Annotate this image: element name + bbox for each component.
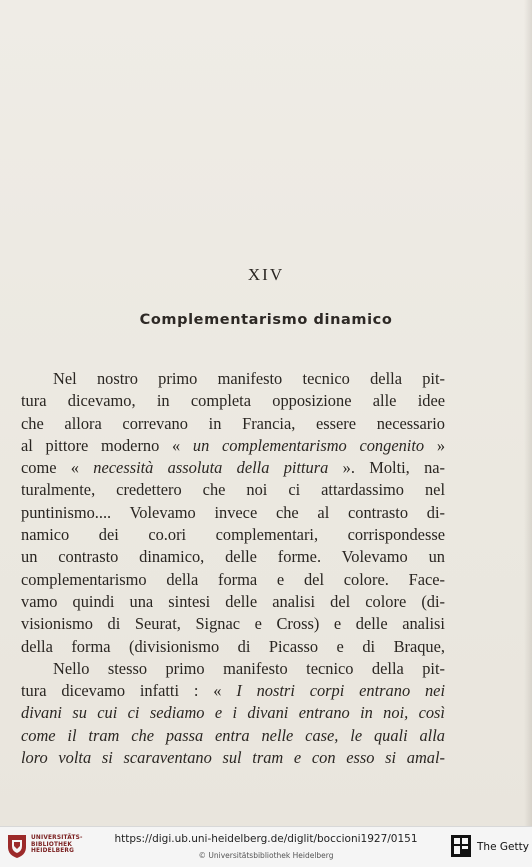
text-segment: tura dicevamo infatti : «: [21, 681, 237, 701]
text-line: [21, 591, 445, 613]
italic-quote-segment: come il tram che passa entra nelle case, le quali alla: [21, 725, 445, 745]
text-segment: vamo quindi una sintesi delle analisi del colore (di-: [21, 591, 445, 611]
text-segment: ». Molti, na-: [328, 458, 446, 478]
text-segment: che allora correvano in Francia, essere necessario: [21, 413, 445, 433]
text-line: [21, 747, 445, 769]
body-text: [21, 368, 445, 769]
text-line: [21, 390, 445, 412]
text-segment: »: [424, 435, 446, 455]
italic-quote-segment: divani su cui ci sediamo e i divani entrano in noi, così: [21, 703, 445, 723]
text-line: [21, 702, 445, 724]
text-line: [21, 524, 445, 546]
text-line: [21, 546, 445, 568]
text-segment: visionismo di Seurat, Signac e Cross) e delle analisi: [21, 614, 445, 634]
heidelberg-library-name[interactable]: UNIVERSITÄTS- BIBLIOTHEK HEIDELBERG: [31, 835, 83, 855]
digital-object-url[interactable]: https://digi.ub.uni-heidelberg.de/diglit/boccioni1927/0151: [114, 833, 418, 845]
chapter-number: XIV: [247, 265, 285, 284]
italic-quote-segment: necessità assoluta della pittura: [93, 458, 329, 478]
text-segment: al pittore moderno «: [21, 435, 193, 455]
text-segment: Nello stesso primo manifesto tecnico della pit-: [53, 658, 445, 678]
text-line: [21, 502, 445, 524]
text-line: [21, 457, 445, 479]
text-segment: un contrasto dinamico, delle forme. Volevamo un: [21, 547, 445, 567]
page-edge-shadow: [524, 0, 532, 826]
text-segment: turalmente, credettero che noi ci attardassimo nel: [21, 480, 445, 500]
text-line: [21, 680, 445, 702]
viewer-footer: [0, 826, 532, 867]
copyright-notice: © Universitätsbibliothek Heidelberg: [198, 851, 334, 860]
text-segment: Nel nostro primo manifesto tecnico della pit-: [53, 369, 445, 388]
text-segment: puntinismo.... Volevamo invece che al contrasto di-: [21, 502, 445, 522]
text-line: [21, 569, 445, 591]
text-line: [21, 413, 445, 435]
italic-quote-segment: loro volta si scaraventano sul tram e con esso si amal-: [21, 748, 445, 768]
text-line: [21, 636, 445, 658]
text-line: [21, 613, 445, 635]
text-segment: namico dei co.ori complementari, corrispondesse: [21, 525, 445, 545]
getty-name[interactable]: The Getty: [477, 841, 529, 853]
text-segment: complementarismo della forma e del colore. Face-: [21, 569, 445, 589]
text-line: [21, 435, 445, 457]
text-line: [21, 368, 445, 390]
italic-quote-segment: I nostri corpi entrano nei: [236, 681, 446, 701]
text-segment: della forma (divisionismo di Picasso e di Braque,: [21, 636, 445, 656]
text-line: [21, 658, 445, 680]
chapter-title: Complementarismo dinamico: [139, 312, 393, 328]
text-line: [21, 725, 445, 747]
text-line: [21, 479, 445, 501]
italic-quote-segment: un complementarismo congenito: [192, 435, 425, 455]
text-segment: come «: [21, 458, 94, 478]
text-segment: tura dicevamo, in completa opposizione alle idee: [21, 391, 445, 411]
getty-logo-icon[interactable]: [451, 835, 471, 857]
